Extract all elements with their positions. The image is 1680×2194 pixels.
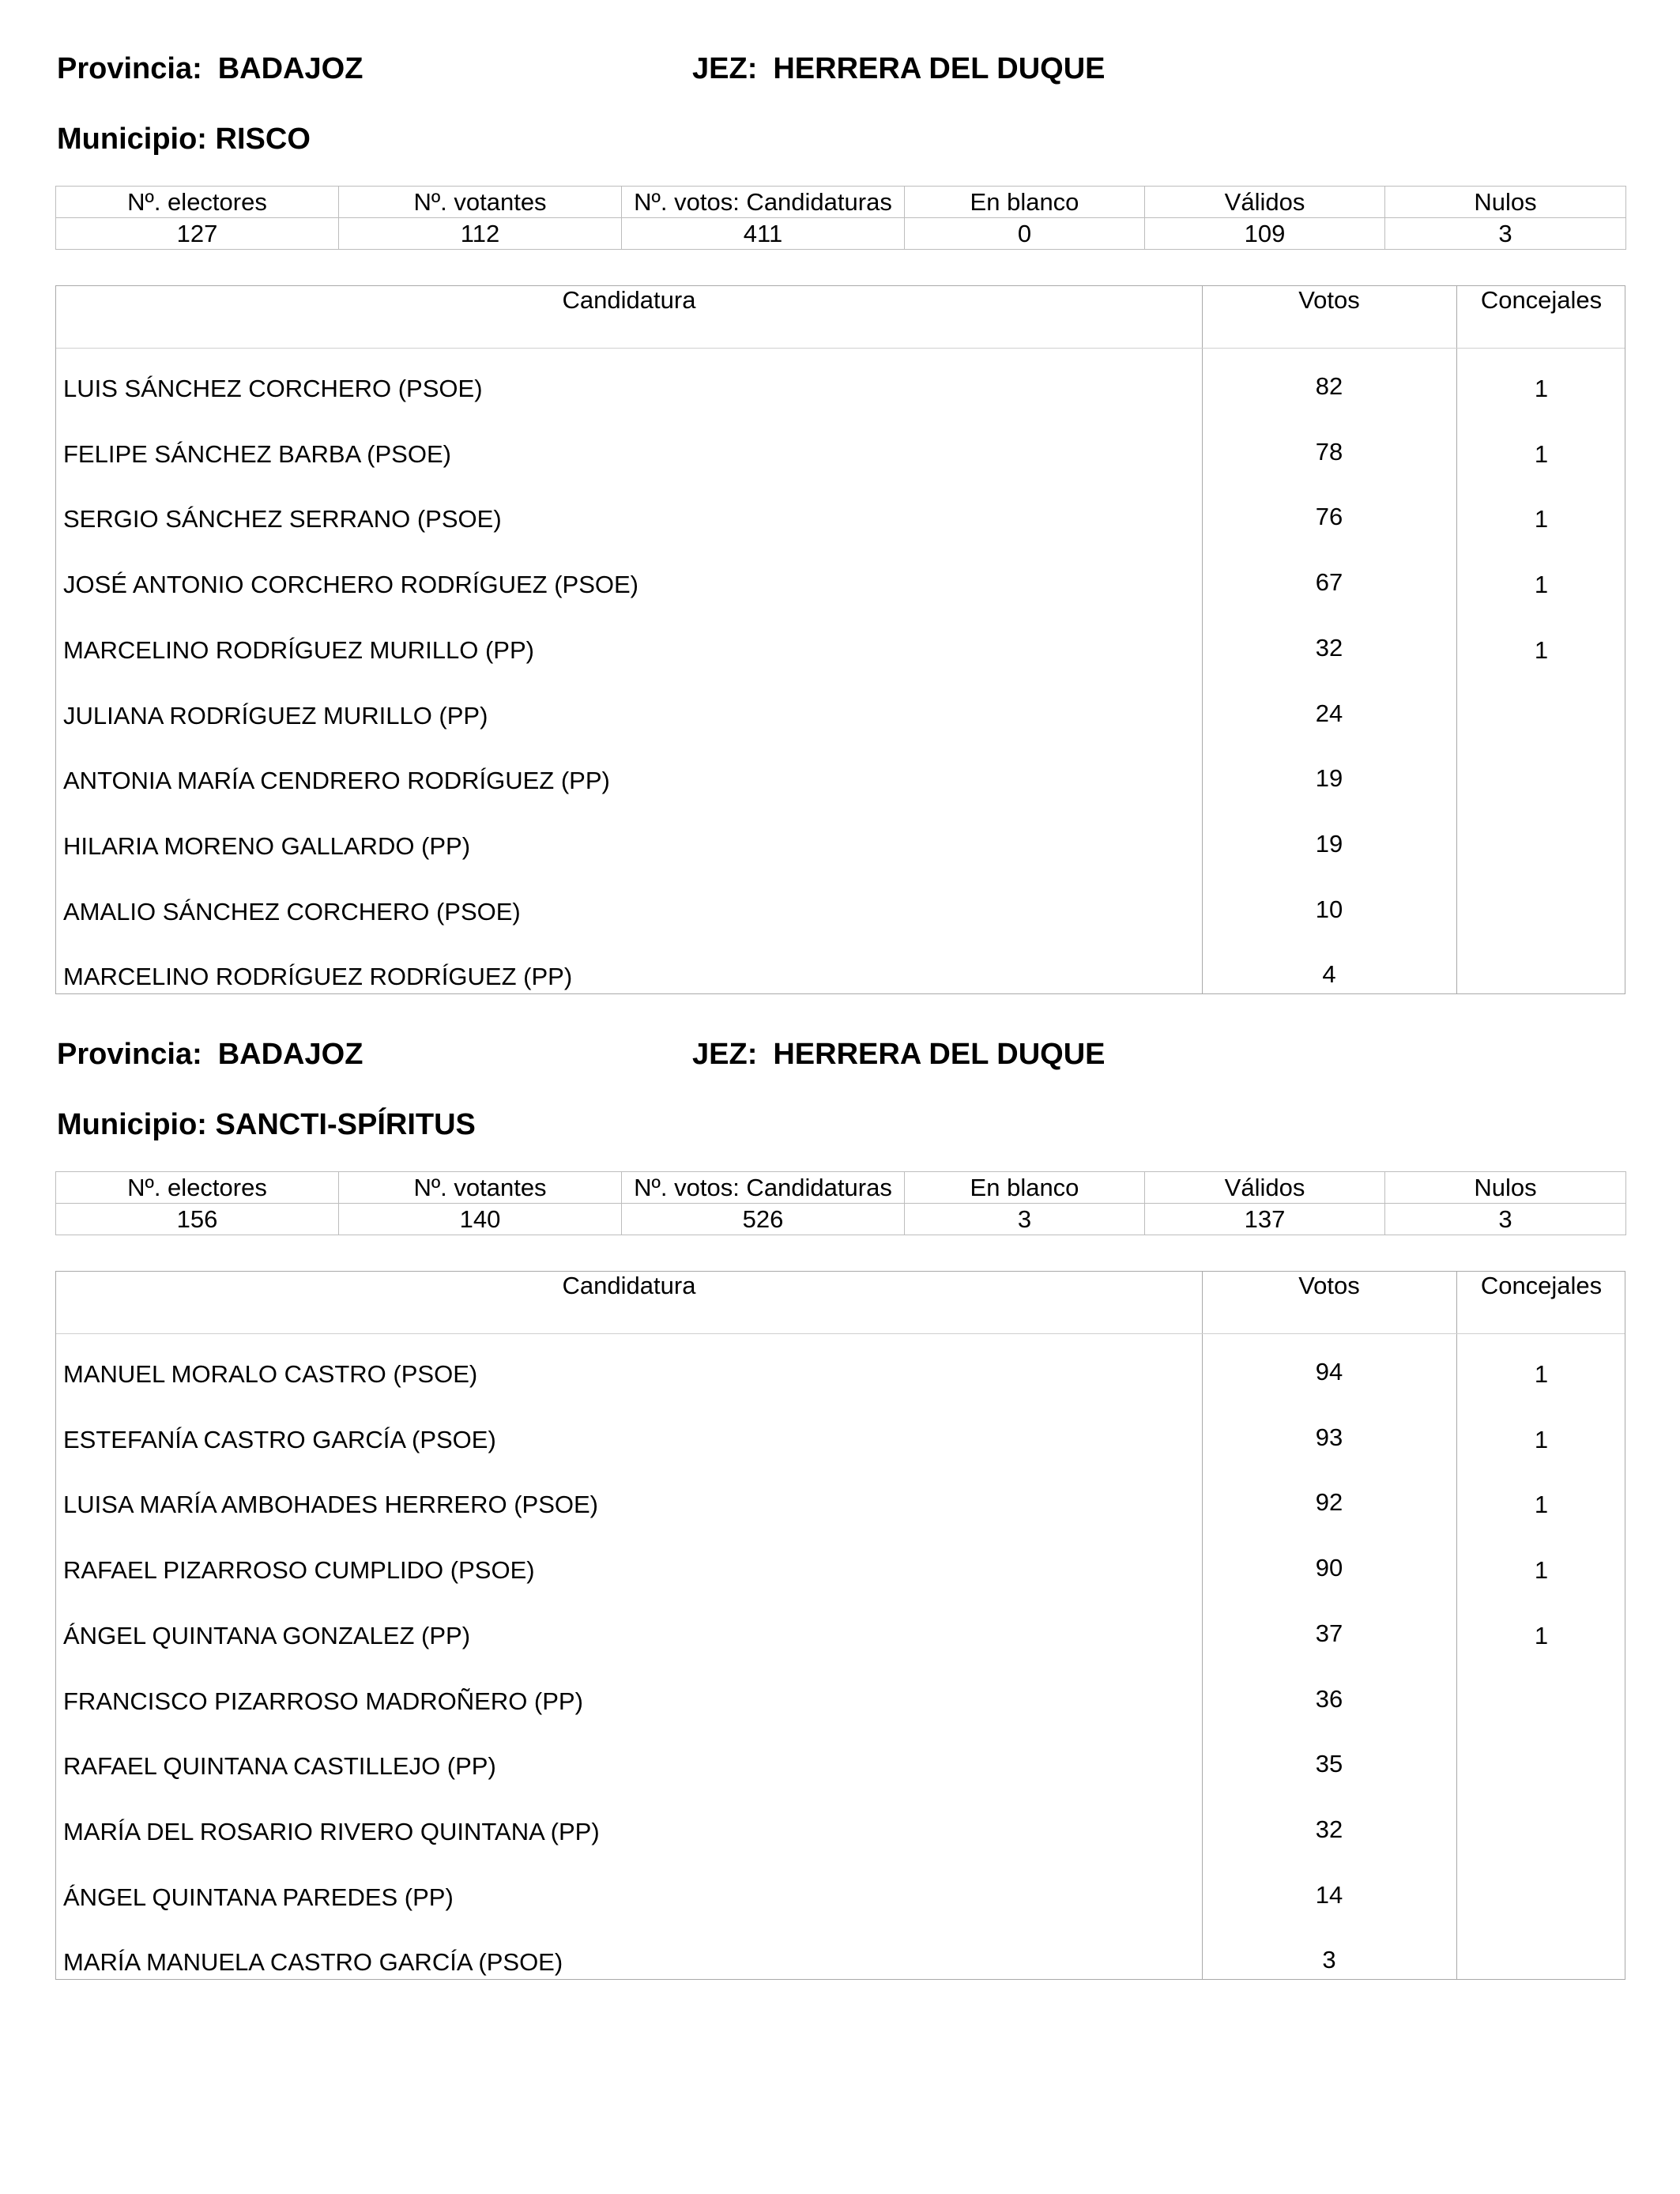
candidate-name: MARCELINO RODRÍGUEZ RODRÍGUEZ (PP)	[63, 963, 573, 991]
jez-label: JEZ:	[692, 1038, 758, 1071]
candidate-votes: 82	[1315, 372, 1343, 400]
candidate-votes: 93	[1315, 1423, 1343, 1451]
candidate-row	[56, 1796, 1625, 1860]
stats-header-cell: Nº. votantes	[339, 187, 622, 218]
provincia-label: Provincia:	[57, 52, 202, 85]
candidate-row	[56, 1338, 1625, 1403]
candidate-seats: 1	[1534, 505, 1549, 533]
candidate-row	[56, 1600, 1625, 1664]
stats-header-cell: Nº. electores	[56, 1172, 339, 1204]
candidate-name: JULIANA RODRÍGUEZ MURILLO (PP)	[63, 701, 488, 729]
candidate-seats: 1	[1534, 1556, 1549, 1585]
candidate-name: LUIS SÁNCHEZ CORCHERO (PSOE)	[63, 375, 483, 402]
candidate-name: RAFAEL QUINTANA CASTILLEJO (PP)	[63, 1752, 496, 1781]
candidate-name: RAFAEL PIZARROSO CUMPLIDO (PSOE)	[63, 1556, 535, 1585]
candidate-name: AMALIO SÁNCHEZ CORCHERO (PSOE)	[63, 897, 521, 925]
candidate-row	[56, 941, 1625, 1005]
municipio-value: RISCO	[215, 123, 311, 156]
stats-header-cell: Nulos	[1385, 1172, 1626, 1204]
stats-header-cell: Nº. votos: Candidaturas	[622, 1172, 905, 1204]
stats-value-row	[56, 218, 1626, 250]
candidate-name: MANUEL MORALO CASTRO (PSOE)	[63, 1360, 478, 1388]
provincia-heading	[57, 52, 363, 86]
candidate-name: ÁNGEL QUINTANA PAREDES (PP)	[63, 1883, 454, 1911]
candidate-votes: 76	[1315, 503, 1343, 531]
candidate-name: LUISA MARÍA AMBOHADES HERRERO (PSOE)	[63, 1491, 598, 1519]
stats-value-en-blanco: 0	[905, 218, 1145, 250]
candidate-seats: 1	[1534, 439, 1549, 468]
candidate-name: ÁNGEL QUINTANA GONZALEZ (PP)	[63, 1621, 471, 1649]
candidate-votes: 19	[1315, 764, 1343, 793]
candidate-votes: 78	[1315, 437, 1343, 466]
candidate-row	[56, 1665, 1625, 1730]
header-candidatura: Candidatura	[562, 286, 696, 314]
stats-value-electores: 127	[56, 218, 339, 250]
candidate-votes: 67	[1315, 568, 1343, 597]
stats-value-votantes: 112	[339, 218, 622, 250]
stats-value-validos: 137	[1145, 1204, 1385, 1235]
candidate-seats: 1	[1534, 1425, 1549, 1453]
candidate-row	[56, 745, 1625, 809]
candidate-row	[56, 1468, 1625, 1533]
provincia-heading	[57, 1038, 363, 1072]
candidate-name: ANTONIA MARÍA CENDRERO RODRÍGUEZ (PP)	[63, 767, 610, 795]
candidate-votes: 24	[1315, 699, 1343, 727]
candidate-votes: 32	[1315, 633, 1343, 662]
jez-value: HERRERA DEL DUQUE	[773, 52, 1106, 85]
candidate-seats: 1	[1534, 1491, 1549, 1519]
candidate-seats: 1	[1534, 375, 1549, 402]
stats-value-votos-candidaturas: 526	[622, 1204, 905, 1235]
stats-header-cell: En blanco	[905, 187, 1145, 218]
candidate-seats: 1	[1534, 1360, 1549, 1388]
candidate-votes: 10	[1315, 895, 1343, 923]
header-concejales: Concejales	[1480, 286, 1603, 314]
jez-label: JEZ:	[692, 52, 758, 85]
stats-table	[55, 186, 1626, 250]
candidate-row	[56, 1534, 1625, 1599]
candidate-votes: 92	[1315, 1488, 1343, 1517]
candidate-name: HILARIA MORENO GALLARDO (PP)	[63, 831, 471, 860]
header-votos: Votos	[1298, 286, 1360, 314]
header-votos: Votos	[1298, 1272, 1360, 1299]
candidate-row	[56, 1926, 1625, 1991]
candidate-seats: 1	[1534, 571, 1549, 599]
candidate-row	[56, 680, 1625, 745]
candidates-table	[55, 1271, 1625, 1980]
candidate-row	[56, 418, 1625, 483]
candidate-row	[56, 810, 1625, 875]
candidate-row	[56, 876, 1625, 941]
provincia-label: Provincia:	[57, 1038, 202, 1071]
stats-header-cell: Nº. votos: Candidaturas	[622, 187, 905, 218]
municipio-label: Municipio:	[57, 1108, 207, 1141]
candidate-name: MARCELINO RODRÍGUEZ MURILLO (PP)	[63, 635, 534, 664]
candidate-votes: 36	[1315, 1684, 1343, 1713]
candidate-name: SERGIO SÁNCHEZ SERRANO (PSOE)	[63, 505, 502, 533]
stats-header-cell: Nº. electores	[56, 187, 339, 218]
municipio-heading	[57, 1108, 476, 1142]
candidate-votes: 4	[1322, 960, 1336, 989]
candidates-table	[55, 285, 1625, 994]
candidate-votes: 3	[1322, 1946, 1336, 1974]
candidate-seats: 1	[1534, 1621, 1549, 1649]
candidate-row	[56, 614, 1625, 679]
stats-value-row	[56, 1204, 1626, 1235]
header-concejales: Concejales	[1480, 1272, 1603, 1299]
candidate-name: JOSÉ ANTONIO CORCHERO RODRÍGUEZ (PSOE)	[63, 571, 639, 599]
jez-value: HERRERA DEL DUQUE	[773, 1038, 1106, 1071]
jez-heading	[692, 52, 1106, 86]
provincia-value: BADAJOZ	[217, 1038, 363, 1071]
candidate-row	[56, 352, 1625, 417]
candidate-votes: 32	[1315, 1815, 1343, 1843]
candidate-votes: 94	[1315, 1358, 1343, 1385]
candidate-row	[56, 548, 1625, 613]
candidate-row	[56, 1861, 1625, 1926]
stats-header-cell: Válidos	[1145, 1172, 1385, 1204]
stats-header-cell: En blanco	[905, 1172, 1145, 1204]
candidate-votes: 14	[1315, 1880, 1343, 1909]
header-candidatura: Candidatura	[562, 1272, 696, 1299]
stats-header-cell: Nº. votantes	[339, 1172, 622, 1204]
candidate-votes: 37	[1315, 1619, 1343, 1647]
candidate-votes: 35	[1315, 1750, 1343, 1778]
provincia-value: BADAJOZ	[217, 52, 363, 85]
candidate-row	[56, 483, 1625, 548]
candidate-name: ESTEFANÍA CASTRO GARCÍA (PSOE)	[63, 1425, 496, 1453]
stats-value-votos-candidaturas: 411	[622, 218, 905, 250]
candidate-name: MARÍA DEL ROSARIO RIVERO QUINTANA (PP)	[63, 1817, 600, 1845]
candidate-seats: 1	[1534, 635, 1549, 664]
stats-header-cell: Nulos	[1385, 187, 1626, 218]
stats-value-nulos: 3	[1385, 218, 1626, 250]
candidates-header	[56, 1272, 1625, 1334]
candidates-header	[56, 286, 1625, 349]
stats-value-votantes: 140	[339, 1204, 622, 1235]
stats-header-row	[56, 187, 1626, 218]
candidate-votes: 19	[1315, 829, 1343, 858]
jez-heading	[692, 1038, 1106, 1072]
candidate-name: FELIPE SÁNCHEZ BARBA (PSOE)	[63, 439, 451, 468]
stats-value-validos: 109	[1145, 218, 1385, 250]
candidate-name: MARÍA MANUELA CASTRO GARCÍA (PSOE)	[63, 1948, 563, 1977]
municipio-value: SANCTI-SPÍRITUS	[215, 1108, 476, 1141]
stats-table	[55, 1171, 1626, 1235]
stats-value-electores: 156	[56, 1204, 339, 1235]
municipio-heading	[57, 123, 311, 156]
stats-header-row	[56, 1172, 1626, 1204]
candidate-name: FRANCISCO PIZARROSO MADROÑERO (PP)	[63, 1687, 583, 1715]
candidate-votes: 90	[1315, 1554, 1343, 1582]
candidate-row	[56, 1730, 1625, 1795]
municipio-label: Municipio:	[57, 123, 207, 156]
stats-value-en-blanco: 3	[905, 1204, 1145, 1235]
stats-header-cell: Válidos	[1145, 187, 1385, 218]
stats-value-nulos: 3	[1385, 1204, 1626, 1235]
candidate-row	[56, 1404, 1625, 1468]
